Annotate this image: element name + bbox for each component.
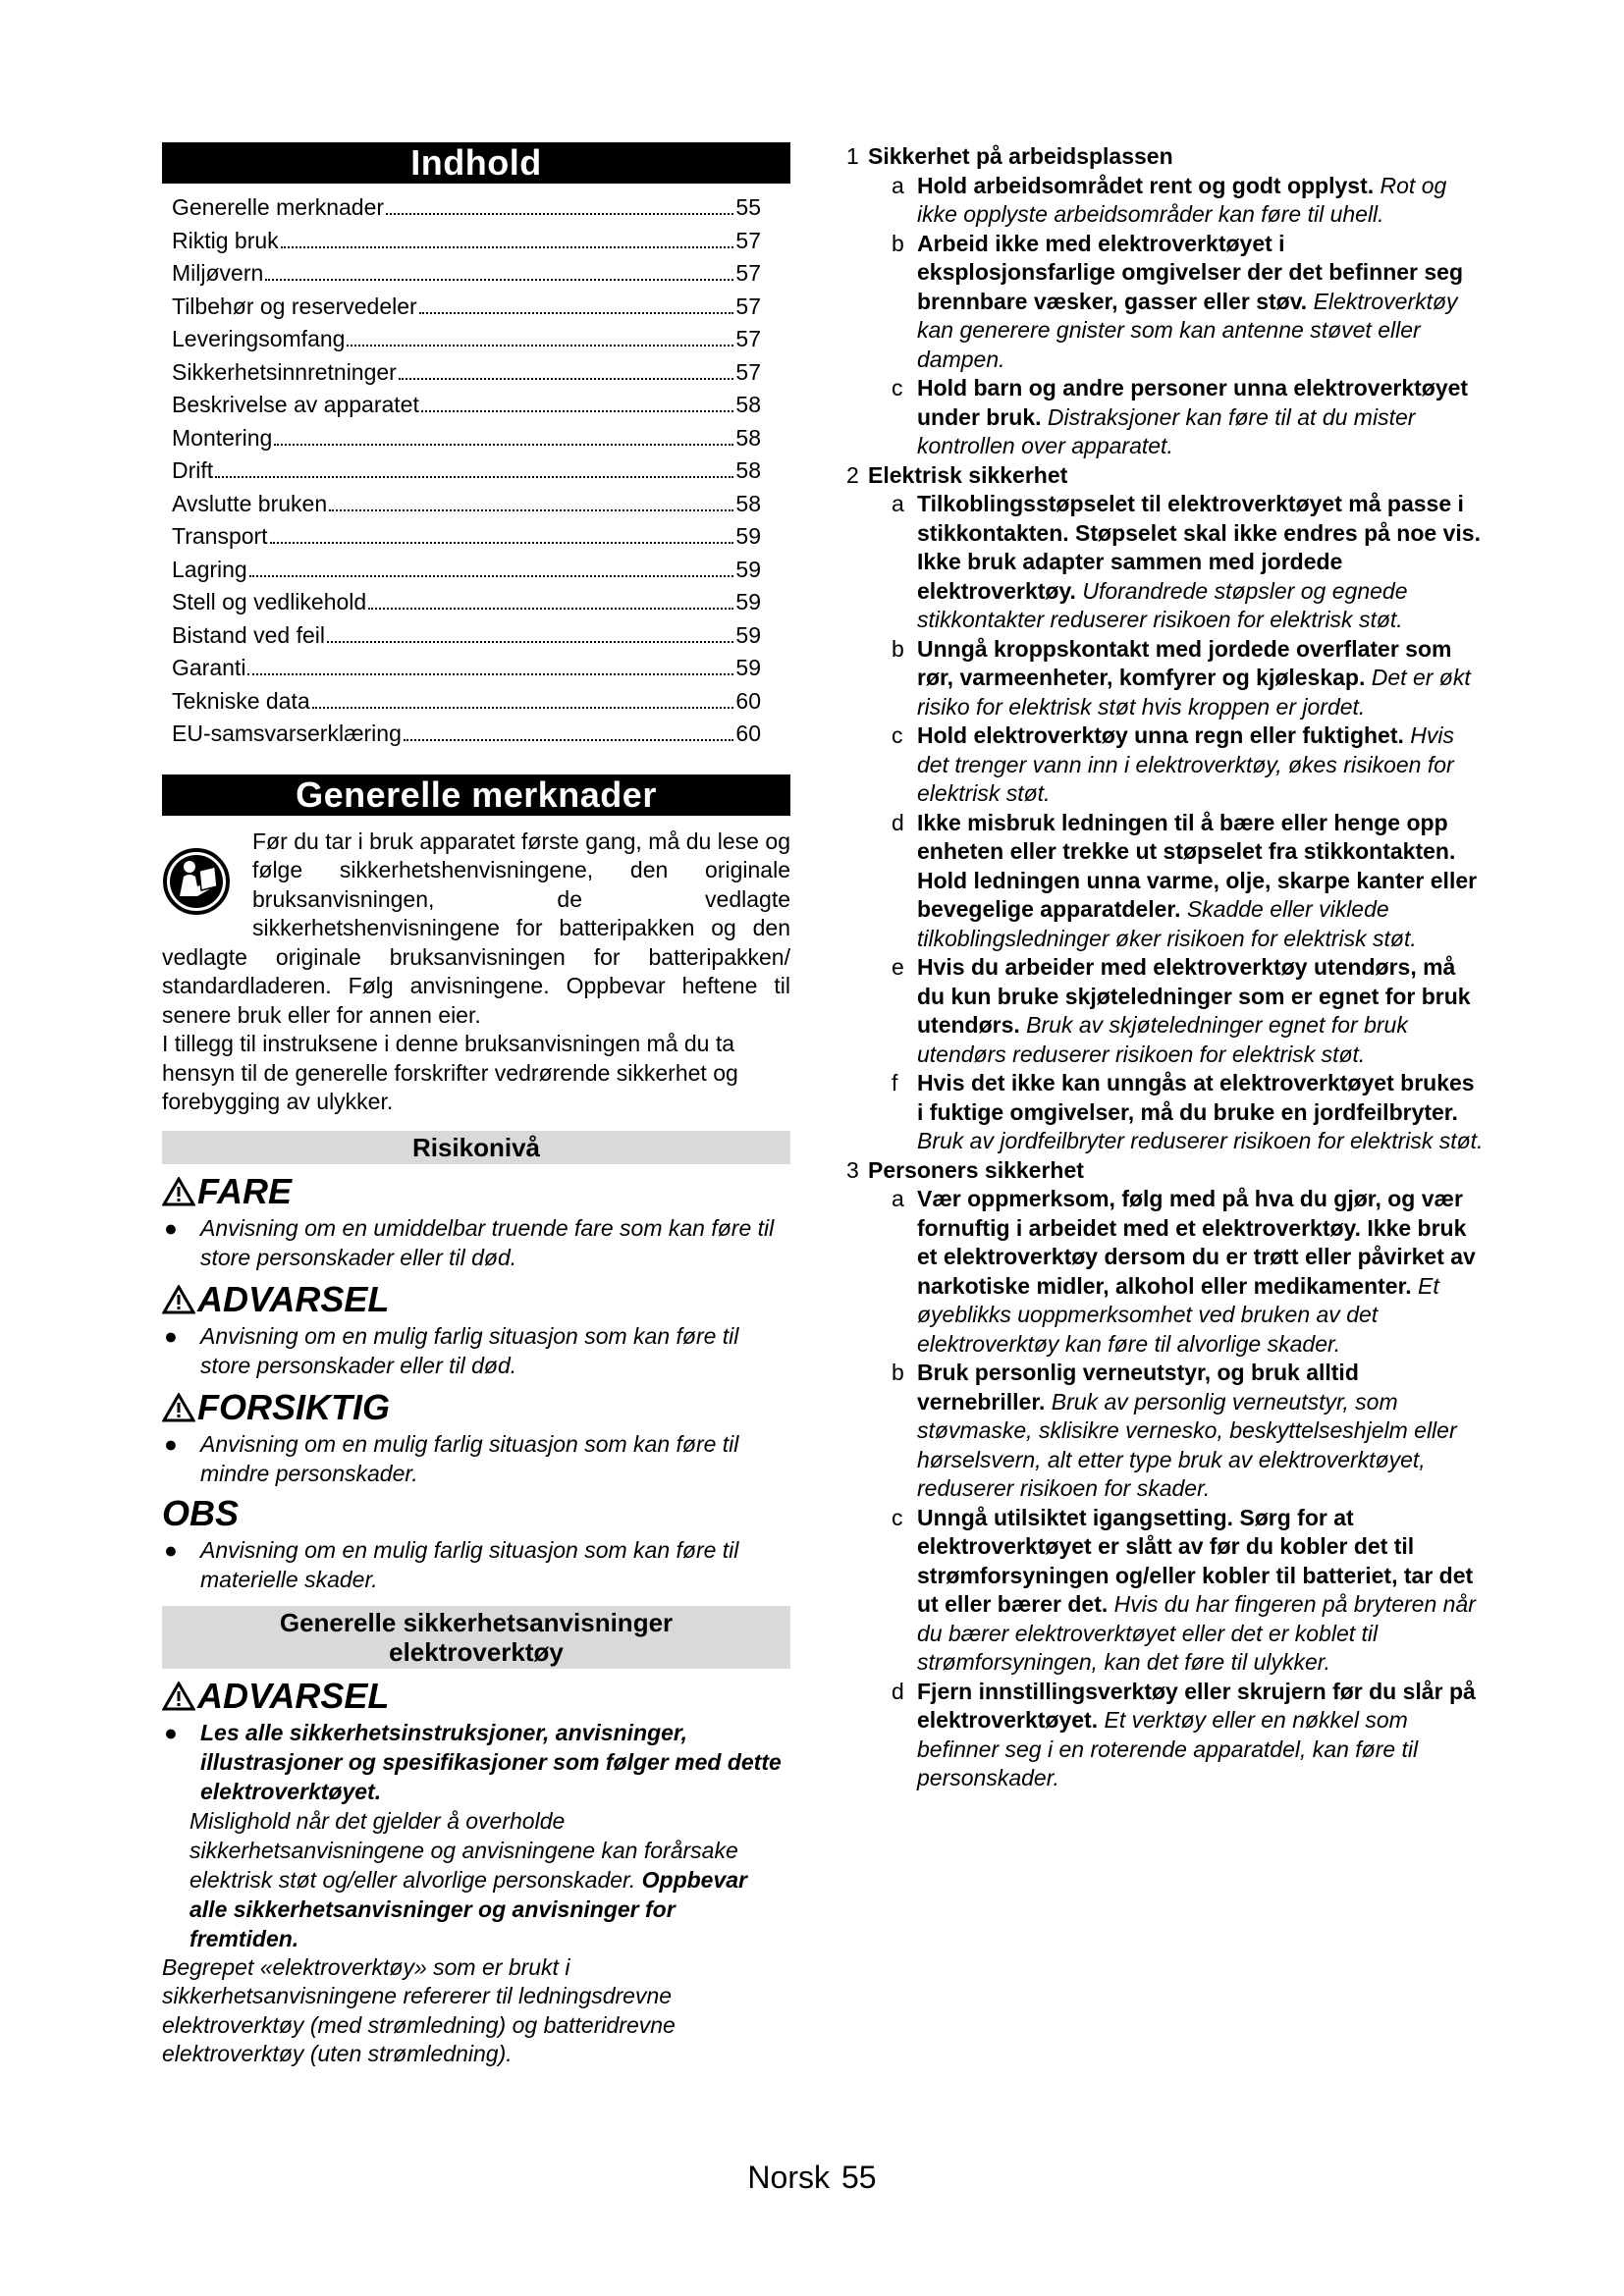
toc-item (172, 652, 761, 685)
toc-leader-dots (249, 575, 734, 577)
toc-item-page: 57 (735, 227, 761, 253)
section-item (846, 230, 1485, 375)
item-italic-text: Bruk av skjøteledninger egnet for bruk utendørs reduserer risikoen for elektrisk støt. (917, 1012, 1408, 1067)
page-footer (0, 2160, 1624, 2196)
toc-leader-dots (399, 378, 734, 380)
toc-leader-dots (419, 312, 734, 314)
toc-leader-dots (347, 345, 733, 347)
section-item (846, 1504, 1485, 1678)
risk-level-bullet (162, 1535, 790, 1594)
toc-leader-dots (404, 739, 734, 741)
item-italic-text: Distraksjoner kan føre til at du mister kontrollen over apparatet. (917, 403, 1416, 458)
safety-sub-bold: Oppbevar alle sikkerhetsanvisninger og anvisninger for fremtiden. (189, 1866, 747, 1951)
toc-item-page: 60 (735, 687, 761, 714)
item-body (917, 953, 1485, 1069)
safety-bullet-text: Les alle sikkerhetsinstruksjoner, anvisninger, illustrasjoner og spesifikasjoner som følger med dette elektroverktøyet. (200, 1719, 782, 1804)
safety-warning-heading (162, 1677, 790, 1716)
toc-item (172, 520, 761, 554)
warning-triangle-icon (162, 1285, 195, 1314)
toc-item-page: 57 (735, 326, 761, 351)
toc-item-title: Generelle merknader (172, 194, 385, 220)
safety-heading (162, 1606, 790, 1669)
item-italic-text: Et verktøy eller en nøkkel som befinner seg i en roterende apparatdel, kan føre til personskader. (917, 1707, 1419, 1790)
item-letter: a (892, 1186, 904, 1211)
section-item (846, 374, 1485, 461)
item-italic-text: Hvis du har fingeren på bryteren når du bærer elektroverktøyet eller det er koblet til strømforsyningen, kan det føre til ulykker. (917, 1591, 1476, 1675)
item-body (917, 1504, 1485, 1678)
toc-item-page: 60 (735, 721, 761, 746)
toc-item (172, 291, 761, 324)
bullet-dot: ● (164, 1430, 178, 1457)
item-bold-text: Hold elektroverktøy unna regn eller fuktighet. (917, 722, 1404, 748)
toc-item-title: Lagring (172, 556, 247, 582)
risk-level-text: Anvisning om en mulig farlig situasjon som kan føre til store personskader eller til død. (200, 1322, 739, 1378)
toc-item (172, 685, 761, 719)
safety-heading-line1: Generelle sikkerhetsanvisninger (279, 1607, 674, 1637)
toc-item-page: 59 (735, 589, 761, 614)
toc-item-page: 58 (735, 457, 761, 483)
item-body (917, 1069, 1485, 1156)
item-body (917, 721, 1485, 809)
item-bold-text: Hvis det ikke kan unngås at elektroverktøyet brukes i fuktige omgivelser, må du bruke en jordfeilbryter. (917, 1070, 1475, 1125)
toc-item-page: 57 (735, 358, 761, 385)
section-heading (846, 142, 1485, 172)
toc-leader-dots (247, 673, 733, 675)
section-number: 2 (846, 461, 859, 488)
item-bold-text: Hold arbeidsområdet rent og godt opplyst. (917, 172, 1375, 198)
item-bold-text: Hold barn og andre personer unna elektroverktøyet under bruk. (917, 375, 1469, 430)
section-title: Personers sikkerhet (868, 1156, 1084, 1183)
toc-leader-dots (386, 213, 733, 215)
risk-level-bullet (162, 1213, 790, 1272)
toc-leader-dots (265, 279, 733, 281)
right-column (846, 142, 1485, 1793)
item-bold-text: Unngå kroppskontakt med jordede overflater som rør, varmeenheter, komfyrer og kjøleskap. (917, 635, 1452, 690)
safety-sub-text: Mislighold når det gjelder å overholde sikkerhetsanvisningene og anvisningene kan forårsake elektrisk støt og/eller alvorlige personskader. (189, 1807, 738, 1893)
warning-triangle-icon (162, 1393, 195, 1422)
footer-page-number: 55 (840, 2160, 877, 2195)
toc-item-title: Bistand ved feil (172, 621, 325, 648)
risk-level-label: ADVARSEL (197, 1278, 390, 1319)
toc-item-title: Drift (172, 457, 214, 483)
item-letter: a (892, 491, 904, 516)
general-intro-text-2: I tillegg til instruksene i denne bruksanvisningen må du ta hensyn til de generelle forskrifter vedrørende sikkerhet og forebygging av ulykker. (162, 1031, 738, 1114)
section-number: 1 (846, 143, 859, 169)
toc-leader-dots (270, 542, 734, 544)
safety-bullet (162, 1718, 790, 1806)
item-bold-text: Tilkoblingsstøpselet til elektroverktøyet må passe i stikkontakten. Støpselet skal ikke endres på noe vis. Ikke bruk adapter sammen med jordede elektroverktøy. (917, 491, 1481, 604)
item-body (917, 1678, 1485, 1793)
item-body (917, 1185, 1485, 1359)
item-letter: f (892, 1070, 898, 1095)
toc-leader-dots (281, 246, 734, 248)
item-letter: b (892, 635, 904, 662)
toc-item-title: Sikkerhetsinnretninger (172, 358, 397, 385)
item-body (917, 172, 1485, 230)
item-body (917, 374, 1485, 461)
item-bold-text: Arbeid ikke med elektroverktøyet i eksplosjonsfarlige omgivelser der det befinner seg brennbare væsker, gasser eller støv. (917, 230, 1464, 314)
toc-item-title: Leveringsomfang (172, 326, 346, 351)
toc-item (172, 554, 761, 587)
item-italic-text: Rot og ikke opplyste arbeidsområder kan føre til uhell. (917, 172, 1447, 227)
item-letter: c (892, 375, 903, 400)
section-item (846, 809, 1485, 954)
item-body (917, 635, 1485, 722)
item-bold-text: Bruk personlig verneutstyr, og bruk alltid vernebriller. (917, 1360, 1359, 1415)
warning-triangle-icon (162, 1682, 195, 1711)
risk-level-text: Anvisning om en mulig farlig situasjon som kan føre til materielle skader. (200, 1536, 739, 1592)
toc-item-title: Avslutte bruken (172, 490, 328, 516)
toc-item-title: Garanti (172, 655, 246, 680)
risk-levels (162, 1172, 790, 1594)
item-letter: a (892, 172, 904, 198)
toc-item (172, 454, 761, 488)
section-item (846, 953, 1485, 1069)
item-italic-text: Skadde eller viklede tilkoblingsledninger øker risikoen for elektrisk støt. (917, 896, 1417, 951)
item-italic-text: Uforandrede støpsler og egnede stikkontakter reduserer risikoen for elektrisk støt. (917, 577, 1408, 632)
section-title: Elektrisk sikkerhet (868, 461, 1068, 488)
item-body (917, 1359, 1485, 1504)
bullet-dot: ● (164, 1536, 178, 1563)
item-bold-text: Unngå utilsiktet igangsetting. Sørg for at elektroverktøyet er slått av før du kobler det til strømforsyningen og/eller kobler til batteriet, tar det ut eller bærer det. (917, 1504, 1474, 1617)
toc-item (172, 257, 761, 291)
item-italic-text: Det er økt risiko for elektrisk støt hvis kroppen er jordet. (917, 665, 1471, 720)
footer-language: Norsk (747, 2160, 830, 2195)
risk-level (162, 1494, 790, 1594)
toc-item-page: 59 (735, 621, 761, 648)
toc-item-page: 59 (735, 556, 761, 582)
toc-item-title: Tilbehør og reservedeler (172, 293, 417, 319)
item-italic-text: Bruk av jordfeilbryter reduserer risikoen for elektrisk støt. (917, 1128, 1484, 1153)
item-letter: c (892, 722, 903, 748)
section-item (846, 172, 1485, 230)
toc-item-title: Stell og vedlikehold (172, 589, 367, 614)
section-heading (846, 461, 1485, 491)
toc-leader-dots (329, 509, 733, 511)
toc-item-page: 58 (735, 424, 761, 451)
risk-heading: Risikonivå (162, 1131, 790, 1164)
warning-triangle-icon (162, 1177, 195, 1206)
read-manual-icon (162, 847, 231, 916)
risk-level-heading (162, 1280, 790, 1319)
toc-item (172, 718, 761, 751)
section-item (846, 1185, 1485, 1359)
risk-level (162, 1172, 790, 1272)
item-bold-text: Hvis du arbeider med elektroverktøy utendørs, må du kun bruke skjøteledninger som er egnet for bruk utendørs. (917, 954, 1471, 1038)
toc-item-title: Miljøvern (172, 260, 264, 286)
toc-item-page: 59 (735, 655, 761, 680)
item-bold-text: Ikke misbruk ledningen til å bære eller henge opp enheten eller trekke ut støpselet fra stikkontakten. Hold ledningen unna varme, olje, skarpe kanter eller bevegelige apparatdeler. (917, 809, 1478, 922)
risk-level-text: Anvisning om en mulig farlig situasjon som kan føre til mindre personskader. (200, 1430, 739, 1486)
toc-item (172, 191, 761, 225)
item-bold-text: Fjern innstillingsverktøy eller skrujern før du slår på elektroverktøyet. (917, 1678, 1476, 1733)
toc-item-page: 58 (735, 490, 761, 516)
safety-closing: Begrepet «elektroverktøy» som er brukt i sikkerhetsanvisningene refererer til ledningsdrevne elektroverktøy (med strømledning) og batteridrevne elektroverktøy (uten strømledning). (162, 1953, 676, 2066)
section-item (846, 1678, 1485, 1793)
safety-warning-label: ADVARSEL (197, 1675, 390, 1716)
section-item (846, 721, 1485, 809)
section-item (846, 1359, 1485, 1504)
risk-level-bullet (162, 1429, 790, 1488)
toc-item-page: 55 (735, 194, 761, 220)
toc-item-page: 59 (735, 523, 761, 549)
toc-list (162, 191, 761, 751)
section-item (846, 1069, 1485, 1156)
item-italic-text: Et øyeblikks uoppmerksomhet ved bruken av det elektroverktøy kan føre til alvorlige skader. (917, 1272, 1439, 1357)
risk-level-text: Anvisning om en umiddelbar truende fare som kan føre til store personskader eller til død. (200, 1214, 775, 1270)
section-item (846, 490, 1485, 635)
toc-heading: Indhold (162, 142, 790, 184)
toc-leader-dots (274, 444, 733, 446)
toc-item-page: 57 (735, 293, 761, 319)
risk-level-heading (162, 1388, 790, 1427)
item-body (917, 490, 1485, 635)
item-body (917, 230, 1485, 375)
toc-item-page: 57 (735, 260, 761, 286)
toc-leader-dots (368, 608, 733, 610)
risk-level (162, 1388, 790, 1488)
safety-heading-line2: elektroverktøy (389, 1636, 564, 1667)
item-letter: c (892, 1504, 903, 1530)
risk-level-bullet (162, 1321, 790, 1380)
risk-level (162, 1280, 790, 1380)
item-letter: b (892, 1360, 904, 1385)
toc-item (172, 619, 761, 653)
left-column (162, 142, 790, 2069)
risk-level-heading (162, 1172, 790, 1211)
toc-item (172, 422, 761, 455)
toc-item (172, 225, 761, 258)
risk-level-label: OBS (162, 1492, 240, 1533)
toc-item-title: Tekniske data (172, 687, 310, 714)
toc-item (172, 488, 761, 521)
toc-item-title: Riktig bruk (172, 227, 279, 253)
toc-item-title: Beskrivelse av apparatet (172, 392, 419, 417)
item-letter: e (892, 954, 904, 980)
toc-item-title: Montering (172, 424, 273, 451)
toc-leader-dots (421, 410, 734, 412)
general-intro (162, 828, 790, 1117)
section-heading (846, 1156, 1485, 1186)
section-title: Sikkerhet på arbeidsplassen (868, 143, 1173, 169)
item-body (917, 809, 1485, 954)
bullet-dot: ● (164, 1719, 178, 1745)
toc-item (172, 389, 761, 422)
toc-item (172, 356, 761, 390)
item-italic-text: Hvis det trenger vann inn i elektroverktøy, økes risikoen for elektrisk støt. (917, 722, 1455, 806)
item-italic-text: Bruk av personlig verneutstyr, som støvmaske, sklisikre vernesko, beskyttelseshjelm eller hørselsvern, alt etter type bruk av elektroverktøyet, reduserer risikoen for skader. (917, 1388, 1457, 1501)
item-letter: d (892, 1678, 904, 1704)
toc-item (172, 323, 761, 356)
risk-level-label: FARE (197, 1170, 293, 1211)
bullet-dot: ● (164, 1322, 178, 1349)
item-italic-text: Elektroverktøy kan generere gnister som kan antenne støvet eller dampen. (917, 288, 1458, 372)
toc-item-page: 58 (735, 392, 761, 417)
bullet-dot: ● (164, 1214, 178, 1241)
toc-item-title: Transport (172, 523, 268, 549)
item-bold-text: Vær oppmerksom, følg med på hva du gjør, og vær fornuftig i arbeidet med et elektroverktøy. Ikke bruk et elektroverktøy dersom du er trøtt eller påvirket av narkotiske midler, alkohol eller medikamenter. (917, 1186, 1476, 1299)
section-item (846, 635, 1485, 722)
risk-level-label: FORSIKTIG (197, 1386, 390, 1427)
toc-leader-dots (327, 641, 733, 643)
safety-sub (162, 1806, 790, 1953)
item-letter: d (892, 809, 904, 835)
toc-item (172, 586, 761, 619)
toc-leader-dots (215, 476, 733, 478)
toc-leader-dots (312, 707, 734, 709)
general-heading: Generelle merknader (162, 774, 790, 816)
item-letter: b (892, 230, 904, 256)
general-intro-text: Før du tar i bruk apparatet første gang, må du lese og følge sikkerhetshenvisningene, den originale bruksanvisningen, de vedlagte sikkerhetshenvisningene for batteripakken og den vedlagte originale bruksanvisningen for batteripakken/ standardladeren. Følg anvisningene. Oppbevar heftene til senere bruk eller for annen eier. (162, 828, 790, 1028)
section-number: 3 (846, 1156, 859, 1183)
toc-item-title: EU-samsvarserklæring (172, 721, 402, 746)
